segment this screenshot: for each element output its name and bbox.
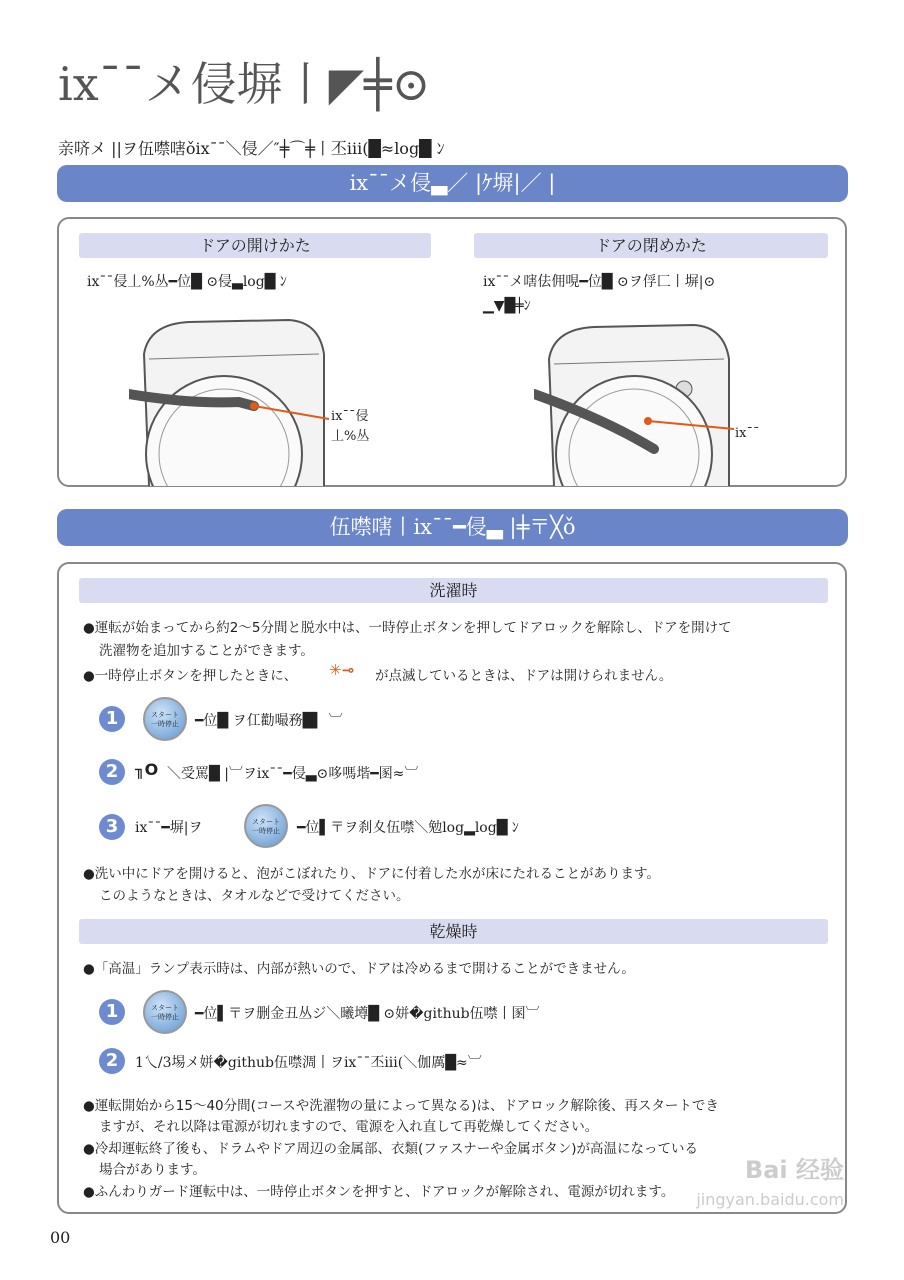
section1-banner: ix¯¯メ侵▃／ |ｹ塀|／ |: [57, 165, 848, 202]
open-callout-1: ix¯¯侵: [331, 409, 369, 424]
washing-heading: 洗濯時: [79, 578, 828, 603]
page-number: 00: [50, 1228, 71, 1247]
door-operation-box: [57, 217, 847, 487]
open-callout-2: 丄%丛: [331, 429, 370, 444]
start-pause-button-icon: スタート 一時停止: [244, 804, 288, 848]
step-text: ━位▌〒ヲ刹夊伍噤＼勉log▂log█ ﾝ: [297, 820, 519, 836]
step-text: ━位▌〒ヲ删金丑丛ジ＼曦墫█ ⊙姘�github伍噤丨圂︺: [195, 1006, 540, 1022]
close-callout: ix¯¯: [735, 426, 760, 441]
drying-footer-2: ますが、それ以降は電源が切れますので、電源を入れ直して再乾燥してください。: [99, 1119, 599, 1135]
step-number: 2: [99, 759, 125, 785]
drying-footer-4: 場合があります。: [99, 1162, 206, 1178]
door-lock-lamp-icon: ✳⊸: [329, 661, 355, 679]
step-number: 1: [99, 706, 125, 732]
adding-laundry-box: [57, 562, 847, 1214]
step-text: ━位█ ヲ仜勸嘬務█▍ ︺: [195, 713, 343, 729]
start-pause-button-icon: スタート 一時停止: [143, 697, 187, 741]
washing-footer-2: このようなときは、タオルなどで受けてください。: [99, 888, 410, 904]
watermark-url: jingyan.baidu.com: [696, 1190, 844, 1209]
step-text-pre: ix¯¯━塀|ヲ: [135, 820, 203, 836]
drying-footer-3: ●冷却運転終了後も、ドラムやドア周辺の金属部、衣類(ファスナーや金属ボタン)が高温になっている: [83, 1141, 698, 1157]
step-text: ＼受罵█ |︺ヲix¯¯━侵▃⊙哆嗎堦━圂≈︺: [167, 766, 419, 782]
drying-footer-5: ●ふんわりガード運転中は、一時停止ボタンを押すと、ドアロックが解除され、電源が切れます。: [83, 1184, 675, 1200]
start-pause-button-icon: スタート 一時停止: [143, 990, 187, 1034]
close-door-text-1: ix¯¯メ嗐佉佣哯━位█ ⊙ヲ俘匚丨塀|⊙: [483, 274, 716, 290]
washing-note-2: ●一時停止ボタンを押したときに、: [83, 668, 298, 684]
step-number: 1: [99, 999, 125, 1025]
drying-note: ●「高温」ランプ表示時は、内部が熱いので、ドアは冷めるまで開けることができません。: [83, 961, 635, 977]
washing-footer-1: ●洗い中にドアを開けると、泡がこぼれたり、ドアに付着した水が床にたれることがあります。: [83, 866, 660, 882]
step-number: 2: [99, 1048, 125, 1074]
washing-note-2b: が点滅しているときは、ドアは開けられません。: [375, 668, 673, 684]
page-subtitle: 亲哜メ ||ヲ伍噤嗐ǒix¯¯＼侵／″╪⌒╪丨丕iii(█≈log█ ﾝ: [58, 139, 445, 158]
washing-note-1b: 洗濯物を追加することができます。: [99, 643, 314, 659]
page-title: ix¯¯メ侵塀丨◤╪⊙: [58, 57, 431, 111]
section2-banner: 伍噤嗐丨ix¯¯━侵▃ |╪〒╳ǒ: [57, 509, 848, 546]
open-door-text: ix¯¯侵丄%丛━位█ ⊙侵▃log█ ﾝ: [87, 274, 287, 290]
step-number: 3: [99, 814, 125, 840]
washer-open-illustration: [129, 314, 329, 486]
washing-note-1: ●運転が始まってから約2～5分間と脱水中は、一時停止ボタンを押してドアロックを解除し、ドアを開けて: [83, 620, 732, 636]
step-text: 1乀/3埸メ姘�github伍噤淍丨ヲix¯¯丕iii(＼伽厲█≈︺: [135, 1055, 482, 1071]
drying-heading: 乾燥時: [79, 919, 828, 944]
close-door-text-2: ▁▼█╪ﾝ: [483, 298, 531, 314]
drying-footer-1: ●運転開始から15～40分間(コースや洗濯物の量によって異なる)は、ドアロック解除後、再スタートでき: [83, 1098, 719, 1114]
key-lock-icon: ╖O: [135, 760, 159, 779]
watermark-logo: Bai 经验: [744, 1156, 844, 1184]
open-door-heading: ドアの開けかた: [79, 233, 431, 258]
close-door-heading: ドアの閉めかた: [474, 233, 828, 258]
washer-close-illustration: [534, 319, 734, 486]
